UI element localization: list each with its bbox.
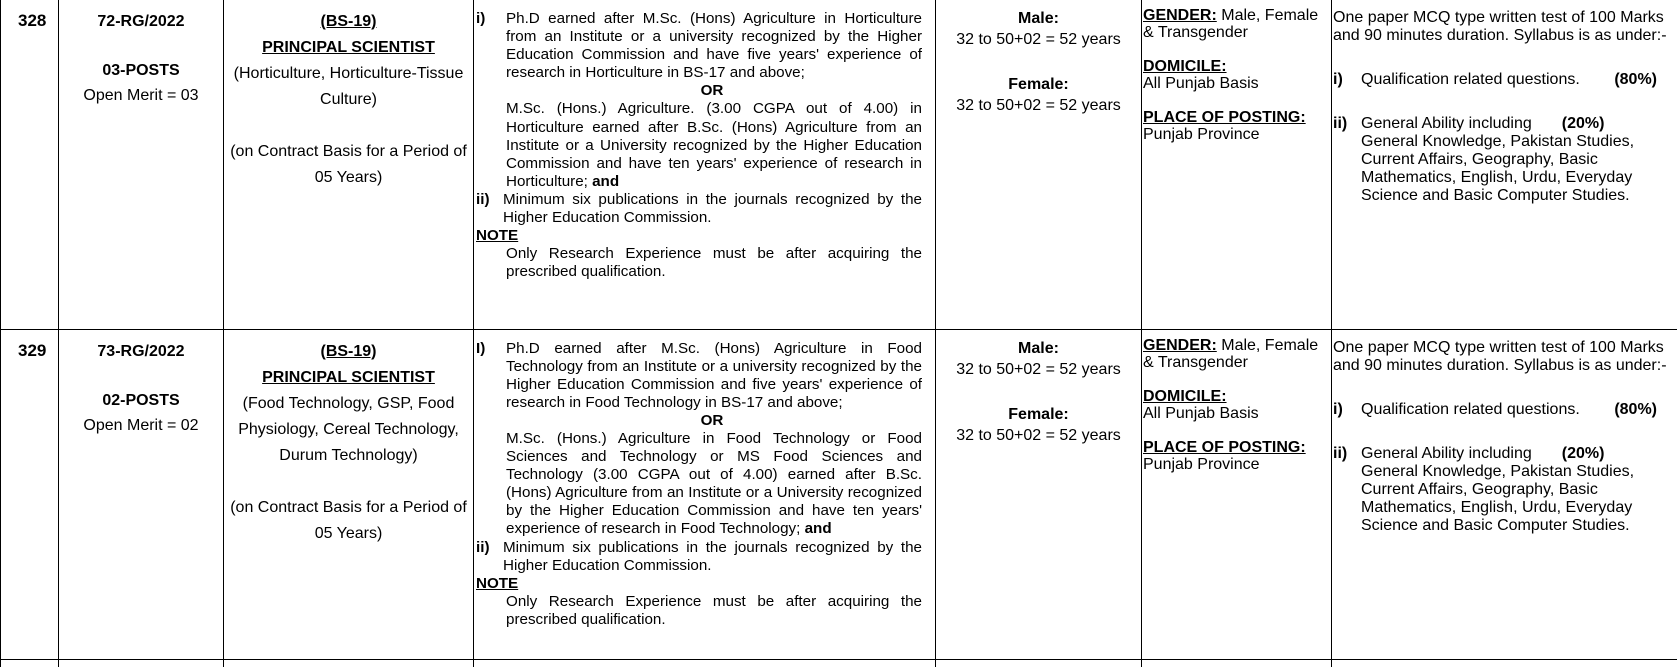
post-title: PRINCIPAL SCIENTIST: [224, 365, 473, 391]
posts-count: 03-POSTS: [59, 62, 223, 80]
eligibility-cell: [1142, 329, 1332, 659]
test-cell: [1332, 0, 1677, 329]
female-age: 32 to 50+02 = 52 years: [936, 95, 1141, 116]
syllabus-percent: (80%): [1614, 71, 1673, 89]
gender-value: Male, Female & Transgender: [1143, 7, 1318, 41]
qualification-number: i): [476, 10, 506, 82]
and-word: and: [592, 173, 619, 190]
domicile-value: All Punjab Basis: [1143, 75, 1331, 92]
gender-value: Male, Female & Transgender: [1143, 337, 1318, 371]
basic-scale: (BS-19): [224, 339, 473, 365]
posting-label: PLACE OF POSTING:: [1143, 109, 1331, 126]
publications-text: Minimum six publications in the journals recognized by the Higher Education Commission.: [503, 191, 922, 227]
or-separator: OR: [476, 82, 922, 100]
specialty-line: Durum Technology): [224, 443, 473, 469]
posting-label: PLACE OF POSTING:: [1143, 439, 1331, 456]
female-label: Female:: [936, 404, 1141, 425]
or-separator: OR: [476, 412, 922, 430]
contract-line: (on Contract Basis for a Period of: [224, 139, 473, 165]
qualification-cell: [474, 0, 936, 329]
domicile-label: DOMICILE:: [1143, 388, 1331, 405]
post-cell: [224, 329, 474, 659]
qualification-number: ii): [476, 191, 503, 227]
test-cell: [1332, 329, 1677, 659]
specialty-line: Physiology, Cereal Technology,: [224, 417, 473, 443]
qualification-number: ii): [476, 539, 503, 575]
qualification-text: Ph.D earned after M.Sc. (Hons) Agriculture in Horticulture from an Institute or a university recognized by the Higher Education Commission and have five years' experience of research in Horticulture in BS-17 and above;: [506, 10, 922, 82]
posting-value: Punjab Province: [1143, 126, 1331, 143]
table-row: [1, 0, 1677, 329]
and-word: and: [805, 520, 832, 537]
open-merit: Open Merit = 03: [59, 87, 223, 105]
note-text: Only Research Experience must be after acquiring the prescribed qualification.: [476, 245, 922, 281]
female-age: 32 to 50+02 = 52 years: [936, 425, 1141, 446]
specialty-line: (Horticulture, Horticulture-Tissue: [224, 61, 473, 87]
male-label: Male:: [936, 338, 1141, 359]
syllabus-percent: (20%): [1562, 445, 1605, 463]
specialty-line: Culture): [224, 87, 473, 113]
eligibility-cell: [1142, 0, 1332, 329]
syllabus-detail: General Knowledge, Pakistan Studies, Current Affairs, Geography, Basic Mathematics, English, Urdu, Everyday Science and Basic Computer Studies.: [1333, 463, 1673, 535]
note-label: NOTE: [476, 227, 922, 245]
open-merit: Open Merit = 02: [59, 417, 223, 435]
gender-label: GENDER:: [1143, 7, 1217, 24]
syllabus-number: i): [1333, 71, 1361, 89]
posts-count: 02-POSTS: [59, 392, 223, 410]
syllabus-detail: General Knowledge, Pakistan Studies, Current Affairs, Geography, Basic Mathematics, English, Urdu, Everyday Science and Basic Computer Studies.: [1333, 133, 1673, 205]
male-label: Male:: [936, 8, 1141, 29]
post-title: PRINCIPAL SCIENTIST: [224, 35, 473, 61]
qualification-text: Ph.D earned after M.Sc. (Hons) Agriculture in Food Technology from an Institute or a university recognized by the Higher Education Commission and five years' experience of research in Food Technology in BS-17 and above;: [506, 340, 922, 412]
syllabus-item: Qualification related questions.: [1361, 71, 1614, 89]
syllabus-item: General Ability including: [1361, 115, 1532, 133]
syllabus-percent: (80%): [1614, 401, 1673, 419]
test-intro: One paper MCQ type written test of 100 Marks and 90 minutes duration. Syllabus is as under:-: [1333, 9, 1673, 45]
age-cell: [936, 0, 1142, 329]
domicile-value: All Punjab Basis: [1143, 405, 1331, 422]
case-number: 73-RG/2022: [59, 343, 223, 361]
post-cell: [224, 0, 474, 329]
contract-line: 05 Years): [224, 521, 473, 547]
specialty-line: (Food Technology, GSP, Food: [224, 391, 473, 417]
serial-number: 328: [1, 0, 59, 329]
age-cell: [936, 329, 1142, 659]
table-row-partial: [1, 659, 1677, 667]
contract-line: 05 Years): [224, 165, 473, 191]
syllabus-number: ii): [1333, 445, 1361, 463]
syllabus-percent: (20%): [1562, 115, 1605, 133]
qualification-alt-text: M.Sc. (Hons.) Agriculture. (3.00 CGPA out of 4.00) in Horticulture earned after B.Sc. (Hons) Agriculture from an Institute or a University recognized by the Higher Education Commission and have ten years' experience of research in Horticulture;: [506, 100, 922, 189]
qualification-number: I): [476, 340, 506, 412]
syllabus-item: General Ability including: [1361, 445, 1532, 463]
note-label: NOTE: [476, 575, 922, 593]
table-row: [1, 329, 1677, 659]
contract-line: (on Contract Basis for a Period of: [224, 495, 473, 521]
publications-text: Minimum six publications in the journals recognized by the Higher Education Commission.: [503, 539, 922, 575]
gender-label: GENDER:: [1143, 337, 1217, 354]
basic-scale: (BS-19): [224, 9, 473, 35]
female-label: Female:: [936, 74, 1141, 95]
male-age: 32 to 50+02 = 52 years: [936, 359, 1141, 380]
qualification-alt-text: M.Sc. (Hons.) Agriculture in Food Technology or Food Sciences and Technology or MS Food Sciences and Technology (3.00 CGPA out of 4.00) earned after B.Sc. (Hons) Agriculture from an Institute or a University recognized by the Higher Education Commission and have ten years' experience of research in Food Technology;: [506, 430, 922, 537]
note-text: Only Research Experience must be after acquiring the prescribed qualification.: [476, 593, 922, 629]
syllabus-number: ii): [1333, 115, 1361, 133]
case-number: 72-RG/2022: [59, 13, 223, 31]
domicile-label: DOMICILE:: [1143, 58, 1331, 75]
test-intro: One paper MCQ type written test of 100 Marks and 90 minutes duration. Syllabus is as under:-: [1333, 339, 1673, 375]
posting-value: Punjab Province: [1143, 456, 1331, 473]
case-cell: [59, 0, 224, 329]
serial-number: 329: [1, 329, 59, 659]
qualification-cell: [474, 329, 936, 659]
syllabus-item: Qualification related questions.: [1361, 401, 1614, 419]
syllabus-number: i): [1333, 401, 1361, 419]
case-cell: [59, 329, 224, 659]
male-age: 32 to 50+02 = 52 years: [936, 29, 1141, 50]
